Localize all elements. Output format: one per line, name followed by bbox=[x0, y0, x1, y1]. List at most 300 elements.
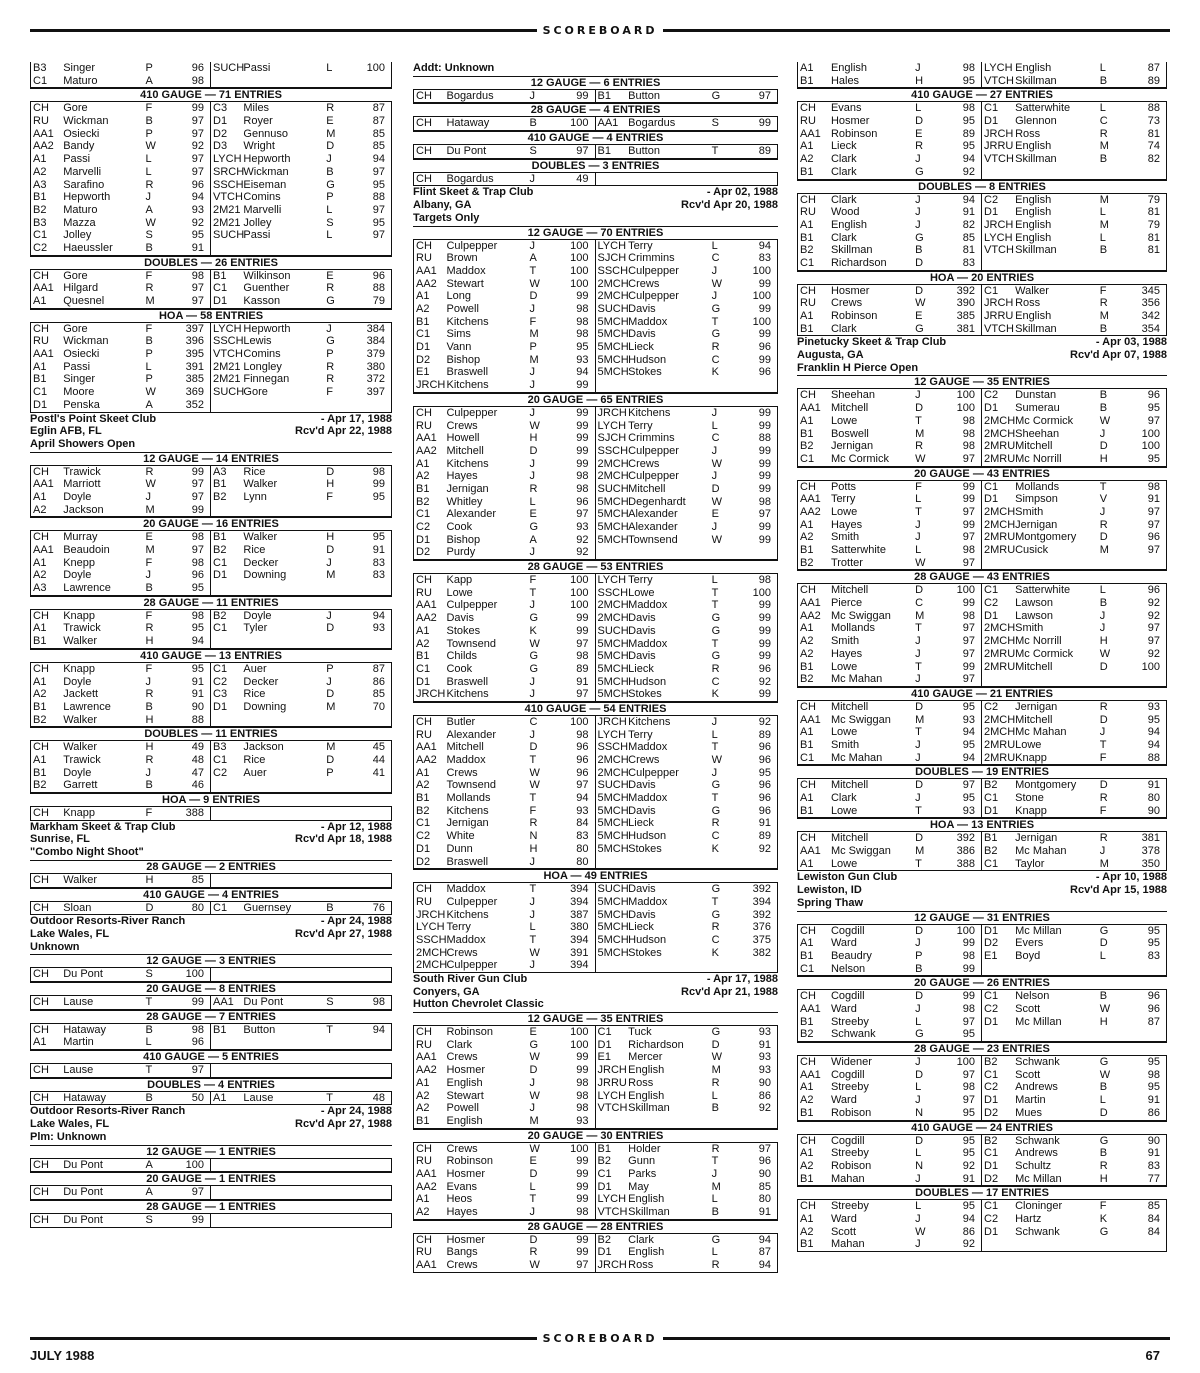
result-row bbox=[414, 625, 595, 638]
result-row bbox=[414, 1168, 595, 1181]
class-code: AA2 bbox=[416, 612, 437, 625]
shooter-name: Mc Mahan bbox=[1015, 726, 1067, 739]
shooter-name: Lowe bbox=[830, 804, 858, 817]
shooter-initial: J bbox=[711, 444, 718, 457]
class-code: AA1 bbox=[33, 127, 54, 140]
event-rows bbox=[413, 574, 778, 702]
score: 96 bbox=[576, 741, 589, 754]
result-row bbox=[596, 729, 778, 742]
results-right bbox=[596, 117, 778, 130]
result-row bbox=[596, 303, 778, 316]
result-row bbox=[596, 483, 778, 496]
shooter-initial: J bbox=[915, 206, 921, 219]
class-code: 5MCH bbox=[597, 804, 629, 817]
shooter-initial: W bbox=[145, 140, 156, 153]
result-row bbox=[414, 1206, 595, 1219]
event-rows bbox=[797, 1135, 1167, 1187]
event-heading: 12 GAUGE — 14 ENTRIES bbox=[30, 452, 392, 466]
class-code: CH bbox=[800, 1200, 816, 1213]
shooter-initial: D bbox=[529, 741, 538, 754]
class-code: LYCH bbox=[213, 322, 242, 335]
shooter-name: Passi bbox=[63, 153, 91, 166]
results-right bbox=[982, 1056, 1166, 1119]
shooter-name: Mues bbox=[1015, 1106, 1043, 1119]
shooter-name: Maturo bbox=[63, 74, 98, 87]
result-row bbox=[596, 587, 778, 600]
shooter-initial: M bbox=[915, 713, 925, 726]
shoot-date: - Apr 10, 1988 bbox=[1095, 871, 1167, 884]
shooter-initial: F bbox=[326, 490, 333, 503]
class-code: C1 bbox=[984, 102, 999, 115]
shooter-initial: W bbox=[1099, 414, 1111, 427]
result-row bbox=[414, 587, 595, 600]
shooter-name: Schultz bbox=[1015, 1159, 1052, 1172]
result-row bbox=[31, 335, 210, 348]
shooter-initial: W bbox=[711, 495, 723, 508]
score: 81 bbox=[1147, 206, 1160, 219]
shooter-name: Satterwhite bbox=[830, 544, 886, 557]
class-code: D1 bbox=[984, 924, 999, 937]
club-line-1 bbox=[30, 915, 392, 928]
shooter-name: Cook bbox=[446, 521, 473, 533]
class-code: D1 bbox=[984, 115, 999, 128]
shooter-name: Mitchell bbox=[628, 482, 666, 495]
shooter-initial: M bbox=[326, 127, 336, 140]
class-code: AA1 bbox=[33, 348, 54, 361]
shooter-name: Mitchell bbox=[830, 700, 869, 713]
score: 96 bbox=[576, 754, 589, 766]
result-row bbox=[211, 754, 391, 767]
class-code: RU bbox=[416, 895, 432, 908]
result-row bbox=[596, 921, 778, 934]
class-code: AA2 bbox=[33, 140, 54, 153]
result-row bbox=[414, 1259, 595, 1272]
shooter-name: Du Pont bbox=[63, 1158, 103, 1171]
shooter-initial: D bbox=[1099, 779, 1108, 792]
shooter-initial: M bbox=[529, 353, 539, 366]
class-code: D1 bbox=[984, 1159, 999, 1172]
score: 96 bbox=[576, 766, 589, 779]
shooter-name: Hales bbox=[830, 74, 860, 87]
result-row bbox=[211, 229, 391, 242]
score: 95 bbox=[962, 115, 975, 128]
result-row bbox=[596, 612, 778, 625]
result-row bbox=[596, 278, 778, 291]
event-rows bbox=[30, 1092, 392, 1106]
score: 98 bbox=[576, 1102, 589, 1115]
class-code: CH bbox=[33, 609, 49, 622]
score: 98 bbox=[372, 996, 385, 1009]
shooter-initial: J bbox=[1099, 505, 1106, 518]
event-heading: 28 GAUGE — 2 ENTRIES bbox=[30, 860, 392, 874]
class-code: CH bbox=[800, 193, 816, 206]
class-code: CH bbox=[416, 89, 432, 102]
results-left bbox=[798, 285, 982, 336]
result-row bbox=[211, 348, 391, 361]
result-row bbox=[596, 650, 778, 663]
shooter-name: Hepworth bbox=[63, 191, 111, 204]
result-row bbox=[596, 366, 778, 379]
class-code: B2 bbox=[213, 544, 227, 557]
class-code: B2 bbox=[984, 1056, 998, 1069]
shooter-initial: M bbox=[326, 700, 336, 713]
class-code: C1 bbox=[597, 1167, 612, 1180]
shoot-name: Targets Only bbox=[413, 211, 480, 224]
class-code: 5MCH bbox=[597, 817, 629, 830]
results-left bbox=[31, 1064, 211, 1077]
class-code: B1 bbox=[213, 269, 227, 282]
class-code: C2 bbox=[33, 241, 48, 254]
shooter-initial: P bbox=[915, 949, 923, 962]
shooter-name: Trawick bbox=[63, 622, 101, 635]
result-row bbox=[596, 688, 778, 701]
class-code: B2 bbox=[800, 440, 814, 453]
shooter-name: Comins bbox=[243, 348, 281, 361]
shooter-initial: J bbox=[529, 1076, 536, 1089]
result-row bbox=[982, 661, 1166, 674]
class-code: CH bbox=[33, 322, 49, 335]
score: 100 bbox=[956, 924, 975, 937]
shooter-name: Culpepper bbox=[446, 406, 498, 419]
score: 99 bbox=[962, 518, 975, 531]
result-row bbox=[798, 925, 981, 938]
class-code: AA1 bbox=[416, 1259, 437, 1272]
result-row bbox=[414, 741, 595, 754]
shooter-name: Hataway bbox=[63, 1023, 107, 1036]
score: 92 bbox=[1147, 597, 1160, 610]
shooter-name: Scott bbox=[1015, 1068, 1041, 1081]
shooter-name: Howell bbox=[446, 432, 480, 445]
shooter-name: Lowe bbox=[830, 726, 858, 739]
shooter-initial: J bbox=[711, 470, 718, 483]
score: 92 bbox=[1147, 609, 1160, 622]
result-row bbox=[596, 754, 778, 767]
class-code: 2MCH bbox=[416, 959, 448, 972]
class-code: VTCH bbox=[984, 244, 1014, 257]
shooter-initial: G bbox=[1099, 924, 1109, 937]
shooter-name: Tuck bbox=[628, 1026, 652, 1039]
shooter-name: Parks bbox=[628, 1167, 657, 1180]
class-code: B1 bbox=[800, 322, 814, 335]
class-code: CH bbox=[33, 873, 49, 886]
result-row bbox=[414, 534, 595, 547]
shooter-initial: F bbox=[529, 574, 537, 587]
event-rows bbox=[413, 1143, 778, 1220]
shooter-name: Stewart bbox=[446, 277, 484, 290]
class-code: C2 bbox=[213, 675, 228, 688]
club-location: Sunrise, FL bbox=[30, 833, 90, 846]
class-code: A1 bbox=[416, 1076, 430, 1089]
class-code: RU bbox=[800, 115, 816, 128]
result-row bbox=[414, 252, 595, 265]
result-row bbox=[414, 1064, 595, 1077]
class-code: CH bbox=[416, 1026, 432, 1039]
score: 388 bbox=[185, 807, 204, 820]
shooter-initial: L bbox=[915, 1200, 922, 1213]
shooter-initial: D bbox=[915, 402, 924, 415]
shooter-name: Mc Cormick bbox=[830, 452, 889, 465]
score: 100 bbox=[570, 1038, 589, 1051]
club-header bbox=[30, 915, 392, 953]
shooter-initial: D bbox=[711, 482, 720, 495]
shooter-initial: W bbox=[711, 754, 723, 766]
score: 98 bbox=[191, 556, 204, 569]
result-row bbox=[414, 688, 595, 701]
shooter-name: Beaudry bbox=[830, 949, 872, 962]
shooter-initial: D bbox=[915, 1134, 924, 1147]
score: 91 bbox=[191, 241, 204, 254]
shooter-name: Crews bbox=[628, 457, 660, 470]
score: 94 bbox=[191, 191, 204, 204]
event-rows bbox=[413, 883, 778, 973]
shooter-name: Jernigan bbox=[446, 817, 489, 830]
event-heading: 28 GAUGE — 7 ENTRIES bbox=[30, 1010, 392, 1024]
event-rows bbox=[797, 194, 1167, 271]
class-code: A1 bbox=[33, 556, 47, 569]
result-row bbox=[211, 491, 391, 504]
result-row bbox=[798, 661, 981, 674]
class-code: C1 bbox=[213, 901, 228, 914]
result-row bbox=[414, 1102, 595, 1115]
shooter-initial: B bbox=[711, 1206, 719, 1219]
shooter-name: Hosmer bbox=[446, 1064, 485, 1077]
shoot-name: Plm: Unknown bbox=[30, 1130, 107, 1143]
score: 356 bbox=[1141, 297, 1160, 310]
class-code: AA1 bbox=[213, 996, 234, 1009]
score: 99 bbox=[962, 597, 975, 610]
result-row bbox=[798, 115, 981, 128]
shooter-initial: K bbox=[711, 946, 719, 959]
result-row bbox=[414, 663, 595, 676]
score: 95 bbox=[1147, 1056, 1160, 1069]
result-row bbox=[31, 544, 210, 557]
score: 97 bbox=[962, 452, 975, 465]
score: 394 bbox=[752, 895, 771, 908]
score: 95 bbox=[1147, 402, 1160, 415]
shooter-name: Quesnel bbox=[63, 295, 105, 307]
class-code: A1 bbox=[800, 1147, 814, 1160]
score: 381 bbox=[956, 322, 975, 335]
score: 99 bbox=[758, 521, 771, 533]
class-code: JRCH bbox=[597, 406, 627, 419]
result-row bbox=[211, 386, 391, 399]
results-left bbox=[414, 90, 596, 103]
result-row bbox=[414, 290, 595, 303]
score: 94 bbox=[962, 751, 975, 764]
shooter-initial: A bbox=[529, 252, 537, 265]
class-code: JRCH bbox=[597, 1064, 627, 1077]
result-row bbox=[596, 676, 778, 689]
score: 92 bbox=[962, 1159, 975, 1172]
shoot-date: - Apr 17, 1988 bbox=[706, 973, 778, 985]
score: 97 bbox=[758, 89, 771, 102]
results-right bbox=[211, 610, 391, 648]
results-left bbox=[798, 481, 982, 570]
shooter-initial: R bbox=[529, 482, 538, 495]
score: 98 bbox=[962, 414, 975, 427]
shoot-date: - Apr 24, 1988 bbox=[320, 915, 392, 928]
result-row bbox=[31, 622, 210, 635]
shooter-name: Trawick bbox=[63, 465, 101, 478]
received-date: Rcv'd Apr 27, 1988 bbox=[295, 1118, 392, 1131]
event-rows bbox=[413, 1026, 778, 1129]
club-line-2 bbox=[413, 199, 778, 212]
result-row bbox=[798, 584, 981, 597]
shooter-initial: T bbox=[711, 741, 719, 754]
shooter-name: Marriott bbox=[63, 478, 101, 491]
score: 396 bbox=[185, 335, 204, 348]
shooter-initial: T bbox=[711, 599, 719, 612]
shooter-initial: G bbox=[711, 779, 721, 792]
class-code: 5MCH bbox=[597, 521, 629, 533]
result-row bbox=[596, 792, 778, 805]
shooter-name: Townsend bbox=[446, 637, 497, 650]
shooter-name: Doyle bbox=[63, 569, 92, 582]
class-code: 5MCH bbox=[597, 353, 629, 366]
result-row bbox=[211, 140, 391, 153]
shooter-initial: T bbox=[529, 792, 537, 805]
score: 96 bbox=[1147, 389, 1160, 402]
event-table bbox=[797, 570, 1167, 687]
shooter-initial: W bbox=[915, 297, 926, 310]
result-row bbox=[31, 62, 210, 75]
club-name: Lewiston Gun Club bbox=[797, 871, 898, 884]
score: 95 bbox=[1147, 452, 1160, 465]
score: 99 bbox=[758, 624, 771, 637]
shooter-initial: W bbox=[529, 1259, 540, 1272]
shooter-initial: H bbox=[145, 635, 154, 648]
event-rows bbox=[30, 902, 392, 916]
score: 99 bbox=[758, 419, 771, 432]
shooter-initial: G bbox=[711, 1026, 721, 1039]
shooter-name: Lowe bbox=[446, 586, 473, 599]
class-code: 2MCH bbox=[984, 622, 1016, 635]
shooter-initial: D bbox=[915, 284, 924, 297]
class-code: 2MCH bbox=[984, 505, 1016, 518]
results-right bbox=[211, 270, 391, 308]
result-row bbox=[982, 832, 1166, 845]
results-left bbox=[798, 701, 982, 764]
shooter-initial: W bbox=[529, 419, 540, 432]
result-row bbox=[31, 102, 210, 115]
score: 86 bbox=[962, 1225, 975, 1238]
shooter-name: Davis bbox=[628, 650, 656, 663]
shooter-initial: R bbox=[711, 1142, 720, 1155]
shooter-initial: P bbox=[326, 348, 334, 361]
score: 98 bbox=[576, 728, 589, 741]
score: 83 bbox=[962, 256, 975, 269]
class-code: C3 bbox=[213, 688, 228, 701]
event-table bbox=[413, 103, 778, 131]
result-row bbox=[982, 792, 1166, 805]
shooter-name: English bbox=[830, 62, 868, 74]
shooter-initial: F bbox=[145, 609, 153, 622]
result-row bbox=[596, 432, 778, 445]
shooter-initial: H bbox=[915, 74, 924, 87]
shooter-initial: D bbox=[915, 924, 924, 937]
shooter-initial: W bbox=[1099, 1003, 1111, 1016]
class-code: 5MCH bbox=[597, 842, 629, 855]
event-heading: DOUBLES — 3 ENTRIES bbox=[413, 159, 778, 173]
result-row bbox=[211, 663, 391, 676]
result-row bbox=[31, 361, 210, 374]
score: 47 bbox=[191, 766, 204, 779]
shooter-initial: R bbox=[1099, 297, 1108, 310]
shooter-initial: G bbox=[915, 322, 924, 335]
shooter-initial: J bbox=[711, 264, 718, 277]
club-location: Augusta, GA bbox=[797, 349, 864, 362]
result-row bbox=[982, 323, 1166, 336]
shooter-initial: R bbox=[529, 817, 538, 830]
score: 88 bbox=[1147, 751, 1160, 764]
issue-date: JULY 1988 bbox=[30, 1348, 95, 1363]
shooter-initial: J bbox=[711, 406, 718, 419]
shooter-name: Lieck bbox=[830, 140, 857, 153]
shooter-name: English bbox=[830, 218, 868, 231]
result-row bbox=[414, 458, 595, 471]
score: 97 bbox=[576, 145, 589, 158]
score: 83 bbox=[1147, 949, 1160, 962]
class-code: VTCH bbox=[984, 322, 1014, 335]
shooter-name: Culpepper bbox=[628, 264, 679, 277]
shooter-name: Wickman bbox=[63, 115, 109, 128]
result-row bbox=[31, 466, 210, 479]
shooter-name: Widener bbox=[830, 1056, 872, 1069]
result-row bbox=[211, 676, 391, 689]
shooter-initial: L bbox=[915, 493, 922, 506]
score: 96 bbox=[191, 1036, 204, 1049]
score: 99 bbox=[576, 1155, 589, 1168]
score: 390 bbox=[956, 297, 975, 310]
result-row bbox=[31, 386, 210, 399]
shooter-name: Nelson bbox=[830, 962, 866, 975]
result-row bbox=[982, 531, 1166, 544]
result-row bbox=[31, 1214, 210, 1227]
shooter-name: Mitchell bbox=[830, 832, 869, 845]
class-code: CH bbox=[800, 779, 816, 792]
score: 99 bbox=[962, 660, 975, 673]
class-code: 2MRU bbox=[984, 452, 1016, 465]
result-row bbox=[31, 179, 210, 192]
result-row bbox=[414, 90, 595, 103]
class-code: B1 bbox=[416, 1114, 430, 1127]
event-rows bbox=[797, 990, 1167, 1042]
result-row bbox=[596, 625, 778, 638]
shooter-name: Jernigan bbox=[1015, 832, 1058, 845]
shooter-initial: M bbox=[326, 741, 336, 754]
shooter-initial: H bbox=[1099, 635, 1108, 648]
shooter-initial: B bbox=[145, 1091, 153, 1104]
class-code: LYCH bbox=[597, 1193, 627, 1206]
shooter-initial: T bbox=[915, 857, 922, 870]
shooter-initial: J bbox=[915, 218, 921, 231]
result-row bbox=[414, 779, 595, 792]
shooter-name: Du Pont bbox=[63, 1213, 103, 1226]
score: 81 bbox=[1147, 231, 1160, 244]
score: 97 bbox=[962, 647, 975, 660]
score: 91 bbox=[191, 675, 204, 688]
class-code: B1 bbox=[597, 1142, 611, 1155]
event-heading: DOUBLES — 26 ENTRIES bbox=[30, 256, 392, 270]
shooter-initial: T bbox=[529, 933, 537, 946]
score: 99 bbox=[962, 937, 975, 950]
shooter-initial: R bbox=[711, 1076, 720, 1089]
shooter-initial: C bbox=[711, 353, 720, 366]
event-heading: HOA — 20 ENTRIES bbox=[797, 271, 1167, 285]
results-left bbox=[31, 323, 211, 412]
class-code: A1 bbox=[33, 1036, 47, 1049]
class-code: SUCH bbox=[597, 779, 629, 792]
